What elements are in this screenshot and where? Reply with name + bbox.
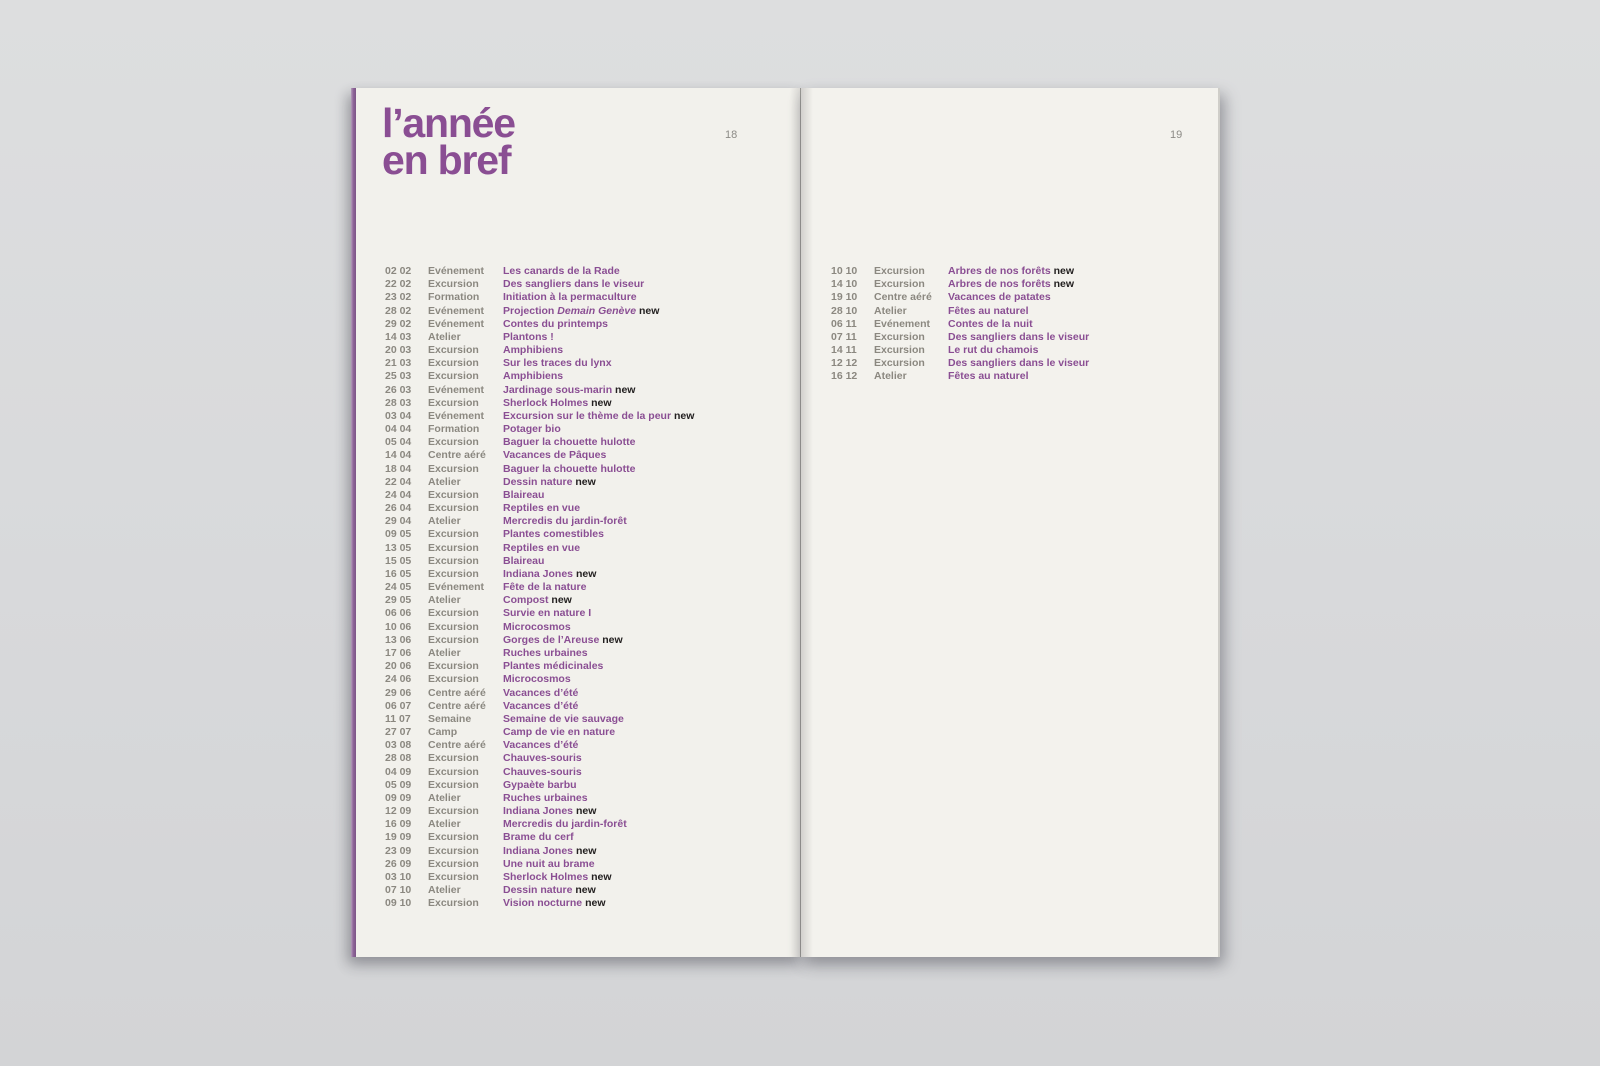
event-row xyxy=(831,291,1089,304)
event-name: Sur les traces du lynx xyxy=(503,357,612,370)
event-row xyxy=(385,647,694,660)
event-name: Arbres de nos forêts new xyxy=(948,278,1075,291)
event-name: Les canards de la Rade xyxy=(503,265,620,277)
event-date: 09 09 xyxy=(385,791,412,804)
event-date: 22 04 xyxy=(385,475,412,488)
event-name: Jardinage sous-marin new xyxy=(503,383,636,396)
event-date: 29 04 xyxy=(385,515,412,528)
event-row xyxy=(385,278,694,291)
event-category: Excursion xyxy=(428,344,479,357)
event-row xyxy=(831,278,1089,291)
event-row xyxy=(385,818,694,831)
event-row xyxy=(385,726,694,739)
event-category: Excursion xyxy=(428,897,479,910)
event-date: 15 05 xyxy=(385,554,412,567)
event-date: 28 02 xyxy=(385,304,412,317)
event-name: Des sangliers dans le viseur xyxy=(948,357,1090,370)
event-row xyxy=(385,687,694,700)
event-date: 14 11 xyxy=(831,344,857,357)
event-date: 24 06 xyxy=(385,673,412,686)
event-date: 09 10 xyxy=(385,897,412,910)
event-date: 12 12 xyxy=(831,357,858,370)
event-date: 29 02 xyxy=(385,317,412,330)
event-category: Excursion xyxy=(428,357,479,370)
event-name: Excursion sur le thème de la peur new xyxy=(503,409,695,422)
event-date: 24 04 xyxy=(385,488,412,501)
event-date: 23 09 xyxy=(385,844,412,857)
event-category: Atelier xyxy=(428,594,461,607)
event-date: 14 03 xyxy=(385,330,412,343)
event-row xyxy=(385,594,694,607)
event-name-italic: Demain Genève xyxy=(557,304,637,317)
event-category: Excursion xyxy=(428,778,479,791)
event-category: Excursion xyxy=(428,660,479,673)
event-row xyxy=(385,542,694,555)
event-category: Excursion xyxy=(428,567,479,580)
event-category: Atelier xyxy=(874,370,907,383)
event-name: Vacances de Pâques xyxy=(503,449,607,462)
event-date: 04 09 xyxy=(385,765,412,778)
event-category: Atelier xyxy=(428,646,461,659)
event-category: Evénement xyxy=(428,409,485,422)
event-row xyxy=(385,449,694,462)
event-name: Fête de la nature xyxy=(503,581,587,594)
event-row xyxy=(385,476,694,489)
event-row xyxy=(385,752,694,765)
event-category: Excursion xyxy=(428,857,479,870)
event-row xyxy=(831,265,1089,278)
event-category: Excursion xyxy=(874,330,925,343)
event-date: 19 09 xyxy=(385,831,412,844)
event-category: Atelier xyxy=(428,515,461,528)
event-row xyxy=(385,845,694,858)
event-name: Contes du printemps xyxy=(503,317,609,330)
event-row xyxy=(831,357,1089,370)
event-name: Ruches urbaines xyxy=(503,791,588,804)
event-category: Excursion xyxy=(428,633,479,646)
event-date: 21 03 xyxy=(385,357,412,370)
event-date: 10 10 xyxy=(831,265,858,277)
event-name: Sherlock Holmes new xyxy=(503,870,612,883)
event-row xyxy=(385,463,694,476)
event-row xyxy=(831,344,1089,357)
event-category: Excursion xyxy=(874,344,925,357)
event-category: Excursion xyxy=(428,488,479,501)
new-badge: new xyxy=(599,633,623,646)
event-category: Excursion xyxy=(428,805,479,818)
event-date: 17 06 xyxy=(385,646,412,659)
title-line1: l’année xyxy=(382,100,515,146)
event-date: 02 02 xyxy=(385,265,412,277)
events-list-left xyxy=(385,265,694,910)
event-row xyxy=(385,713,694,726)
event-row xyxy=(385,884,694,897)
new-badge: new xyxy=(572,884,596,897)
cover-strip xyxy=(351,88,356,957)
event-category: Excursion xyxy=(428,396,479,409)
event-name: Reptiles en vue xyxy=(503,541,581,554)
event-category: Excursion xyxy=(428,502,479,515)
event-row xyxy=(385,291,694,304)
event-category: Excursion xyxy=(428,554,479,567)
event-date: 22 02 xyxy=(385,278,412,291)
event-name: Plantons ! xyxy=(503,330,554,343)
event-category: Excursion xyxy=(428,462,479,475)
event-row xyxy=(385,331,694,344)
event-date: 16 09 xyxy=(385,818,412,831)
event-name: Chauves-souris xyxy=(503,765,582,778)
event-category: Formation xyxy=(428,423,480,436)
event-category: Atelier xyxy=(874,304,907,317)
event-category: Formation xyxy=(428,291,480,304)
event-category: Excursion xyxy=(428,673,479,686)
event-category: Evénement xyxy=(428,383,485,396)
event-category: Excursion xyxy=(874,357,925,370)
event-category: Centre aéré xyxy=(874,291,932,304)
new-badge: new xyxy=(573,805,597,818)
event-category: Camp xyxy=(428,726,458,739)
event-row xyxy=(385,384,694,397)
new-badge: new xyxy=(582,897,606,910)
new-badge: new xyxy=(636,304,660,317)
event-row xyxy=(385,766,694,779)
event-category: Centre aéré xyxy=(428,686,486,699)
event-row xyxy=(385,805,694,818)
event-name: Des sangliers dans le viseur xyxy=(948,330,1090,343)
event-row xyxy=(385,792,694,805)
new-badge: new xyxy=(573,567,597,580)
event-category: Centre aéré xyxy=(428,699,486,712)
event-row xyxy=(385,673,694,686)
event-row xyxy=(385,410,694,423)
event-category: Excursion xyxy=(428,870,479,883)
event-row xyxy=(385,700,694,713)
event-name: Dessin nature new xyxy=(503,475,596,488)
event-date: 03 04 xyxy=(385,409,412,422)
event-date: 27 07 xyxy=(385,726,412,739)
event-row xyxy=(385,831,694,844)
event-row xyxy=(831,318,1089,331)
event-name: Arbres de nos forêts new xyxy=(948,265,1075,277)
event-name: Microcosmos xyxy=(503,673,571,686)
event-name: Mercredis du jardin-forêt xyxy=(503,818,627,831)
event-name: Mercredis du jardin-forêt xyxy=(503,515,627,528)
event-date: 13 05 xyxy=(385,541,412,554)
event-date: 18 04 xyxy=(385,462,412,475)
event-row xyxy=(385,436,694,449)
event-name: Fêtes au naturel xyxy=(948,304,1029,317)
new-badge: new xyxy=(548,594,572,607)
event-row xyxy=(831,331,1089,344)
event-row xyxy=(385,779,694,792)
event-date: 06 07 xyxy=(385,699,412,712)
event-name: Initiation à la permaculture xyxy=(503,291,637,304)
event-name: Compost new xyxy=(503,594,572,607)
event-row xyxy=(385,555,694,568)
event-category: Excursion xyxy=(428,844,479,857)
event-name: Gorges de l’Areuse new xyxy=(503,633,623,646)
event-date: 07 11 xyxy=(831,330,857,343)
new-badge: new xyxy=(573,844,597,857)
event-row xyxy=(385,344,694,357)
event-name: Amphibiens xyxy=(503,370,564,383)
event-category: Evénement xyxy=(874,317,931,330)
event-category: Excursion xyxy=(874,278,925,291)
event-name: Ruches urbaines xyxy=(503,646,588,659)
event-name: Reptiles en vue xyxy=(503,502,581,515)
event-row xyxy=(385,858,694,871)
event-row xyxy=(385,318,694,331)
event-category: Excursion xyxy=(428,370,479,383)
event-date: 04 04 xyxy=(385,423,412,436)
event-name: Plantes comestibles xyxy=(503,528,604,541)
event-row xyxy=(385,370,694,383)
event-row xyxy=(385,739,694,752)
event-name: Indiana Jones new xyxy=(503,567,597,580)
event-category: Atelier xyxy=(428,884,461,897)
event-name: Amphibiens xyxy=(503,344,564,357)
new-badge: new xyxy=(612,383,636,396)
new-badge: new xyxy=(1050,265,1075,277)
event-row xyxy=(831,305,1089,318)
event-category: Excursion xyxy=(428,607,479,620)
event-category: Evénement xyxy=(428,581,485,594)
event-date: 05 09 xyxy=(385,778,412,791)
event-category: Excursion xyxy=(428,528,479,541)
page-title xyxy=(382,100,515,183)
event-date: 20 06 xyxy=(385,660,412,673)
event-name: Blaireau xyxy=(503,554,545,567)
event-date: 26 03 xyxy=(385,383,412,396)
title-line2: en bref xyxy=(382,137,511,183)
event-name: Camp de vie en nature xyxy=(503,726,616,739)
event-name: Semaine de vie sauvage xyxy=(503,712,624,725)
event-name: Dessin nature new xyxy=(503,884,596,897)
event-name: Une nuit au brame xyxy=(503,857,595,870)
page-number-right: 19 xyxy=(1170,129,1183,141)
new-badge: new xyxy=(1050,278,1075,291)
new-badge: new xyxy=(588,870,612,883)
event-row xyxy=(385,397,694,410)
event-name: Chauves-souris xyxy=(503,752,582,765)
event-date: 23 02 xyxy=(385,291,412,304)
event-name: Brame du cerf xyxy=(503,831,574,844)
new-badge: new xyxy=(572,475,596,488)
event-row xyxy=(385,305,694,318)
event-name: Vacances de patates xyxy=(948,291,1051,304)
event-row xyxy=(385,660,694,673)
event-category: Semaine xyxy=(428,712,472,725)
event-category: Centre aéré xyxy=(428,449,486,462)
event-row xyxy=(385,568,694,581)
event-date: 14 04 xyxy=(385,449,412,462)
event-name: Vacances d’été xyxy=(503,739,579,752)
event-category: Evénement xyxy=(428,265,485,277)
event-name: Indiana Jones new xyxy=(503,844,597,857)
event-date: 05 04 xyxy=(385,436,412,449)
event-category: Excursion xyxy=(428,765,479,778)
event-date: 14 10 xyxy=(831,278,858,291)
event-category: Excursion xyxy=(428,436,479,449)
event-category: Excursion xyxy=(428,278,479,291)
new-badge: new xyxy=(671,409,695,422)
event-name: Survie en nature I xyxy=(503,607,592,620)
event-name: Vacances d’été xyxy=(503,699,579,712)
event-date: 25 03 xyxy=(385,370,412,383)
event-name: Microcosmos xyxy=(503,620,571,633)
event-name: Plantes médicinales xyxy=(503,660,604,673)
event-category: Atelier xyxy=(428,791,461,804)
event-date: 03 08 xyxy=(385,739,412,752)
event-name: Baguer la chouette hulotte xyxy=(503,462,636,475)
event-name: Gypaète barbu xyxy=(503,778,577,791)
event-category: Atelier xyxy=(428,818,461,831)
event-date: 06 11 xyxy=(831,317,857,330)
event-category: Centre aéré xyxy=(428,739,486,752)
event-row xyxy=(385,871,694,884)
event-name: Projection Demain Genève new xyxy=(503,304,660,317)
events-list-right xyxy=(831,265,1089,384)
event-category: Excursion xyxy=(428,620,479,633)
event-date: 07 10 xyxy=(385,884,412,897)
event-row xyxy=(385,502,694,515)
event-row xyxy=(385,528,694,541)
event-category: Evénement xyxy=(428,304,485,317)
event-category: Excursion xyxy=(874,265,925,277)
page-18 xyxy=(351,88,801,957)
event-date: 28 10 xyxy=(831,304,858,317)
event-row xyxy=(385,357,694,370)
event-category: Evénement xyxy=(428,317,485,330)
event-row xyxy=(385,634,694,647)
event-date: 06 06 xyxy=(385,607,412,620)
event-date: 26 04 xyxy=(385,502,412,515)
event-date: 26 09 xyxy=(385,857,412,870)
event-row xyxy=(385,607,694,620)
new-badge: new xyxy=(588,396,612,409)
event-date: 11 07 xyxy=(385,712,411,725)
event-date: 03 10 xyxy=(385,870,412,883)
event-date: 10 06 xyxy=(385,620,412,633)
event-row xyxy=(385,581,694,594)
event-name: Vision nocturne new xyxy=(503,897,606,910)
event-name: Fêtes au naturel xyxy=(948,370,1029,383)
page-number-left: 18 xyxy=(725,129,738,141)
event-category: Atelier xyxy=(428,330,461,343)
event-category: Excursion xyxy=(428,541,479,554)
event-name: Des sangliers dans le viseur xyxy=(503,278,645,291)
event-date: 13 06 xyxy=(385,633,412,646)
event-date: 09 05 xyxy=(385,528,412,541)
event-date: 29 05 xyxy=(385,594,412,607)
event-category: Excursion xyxy=(428,831,479,844)
event-name: Sherlock Holmes new xyxy=(503,396,612,409)
event-row xyxy=(385,515,694,528)
event-date: 20 03 xyxy=(385,344,412,357)
event-date: 28 08 xyxy=(385,752,412,765)
event-name: Vacances d’été xyxy=(503,686,579,699)
event-date: 12 09 xyxy=(385,805,412,818)
event-date: 28 03 xyxy=(385,396,412,409)
event-category: Atelier xyxy=(428,475,461,488)
event-row xyxy=(385,489,694,502)
event-row xyxy=(385,265,694,278)
event-name: Contes de la nuit xyxy=(948,317,1033,330)
event-category: Excursion xyxy=(428,752,479,765)
page-19 xyxy=(801,88,1220,957)
event-date: 19 10 xyxy=(831,291,858,304)
event-name: Le rut du chamois xyxy=(948,344,1039,357)
event-date: 16 12 xyxy=(831,370,858,383)
event-row xyxy=(831,370,1089,383)
event-name: Indiana Jones new xyxy=(503,805,597,818)
event-date: 24 05 xyxy=(385,581,412,594)
event-row xyxy=(385,897,694,910)
event-name: Potager bio xyxy=(503,423,561,436)
event-row xyxy=(385,621,694,634)
event-date: 29 06 xyxy=(385,686,412,699)
event-name: Blaireau xyxy=(503,488,545,501)
event-row xyxy=(385,423,694,436)
event-date: 16 05 xyxy=(385,567,412,580)
event-name: Baguer la chouette hulotte xyxy=(503,436,636,449)
